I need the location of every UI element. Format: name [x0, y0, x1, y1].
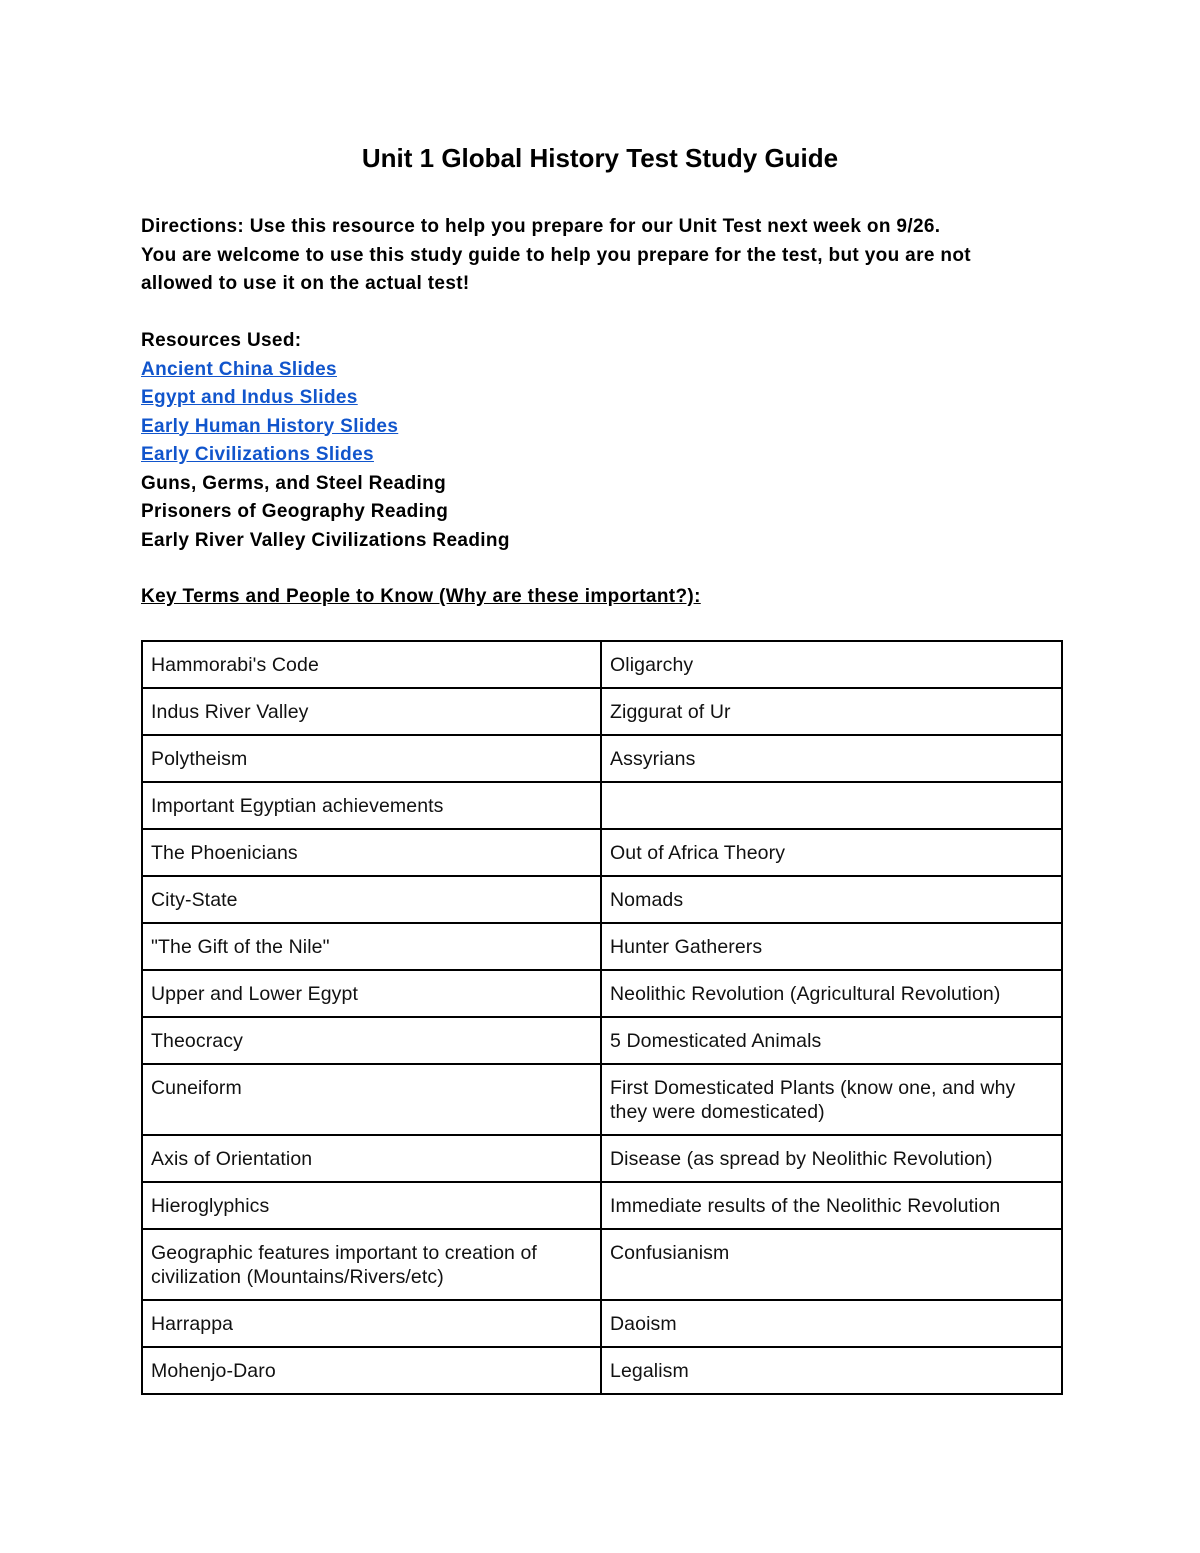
- table-cell: The Phoenicians: [142, 829, 601, 876]
- table-cell: Hammorabi's Code: [142, 641, 601, 688]
- table-cell: Daoism: [601, 1300, 1062, 1347]
- table-cell: Confusianism: [601, 1229, 1062, 1300]
- table-cell: 5 Domesticated Animals: [601, 1017, 1062, 1064]
- table-row: [142, 829, 1062, 876]
- table-cell: Geographic features important to creation of civilization (Mountains/Rivers/etc): [142, 1229, 601, 1300]
- link-early-civilizations-slides[interactable]: Early Civilizations Slides: [141, 444, 374, 465]
- table-row: [142, 735, 1062, 782]
- table-row: [142, 782, 1062, 829]
- document-title: Unit 1 Global History Test Study Guide: [361, 143, 839, 173]
- table-row: [142, 1064, 1062, 1135]
- table-cell: Important Egyptian achievements: [142, 782, 601, 829]
- directions-paragraph: [141, 213, 1071, 299]
- table-cell: First Domesticated Plants (know one, and why they were domesticated): [601, 1064, 1062, 1135]
- table-row: [142, 1347, 1062, 1394]
- table-row: [142, 1135, 1062, 1182]
- table-cell: Mohenjo-Daro: [142, 1347, 601, 1394]
- table-cell: Assyrians: [601, 735, 1062, 782]
- table-cell: Nomads: [601, 876, 1062, 923]
- table-row: [142, 1300, 1062, 1347]
- resources-heading: Resources Used:: [141, 330, 302, 351]
- table-cell: Disease (as spread by Neolithic Revolution): [601, 1135, 1062, 1182]
- table-row: [142, 1017, 1062, 1064]
- key-terms-table: [141, 640, 1063, 1395]
- table-row: [142, 876, 1062, 923]
- table-row: [142, 641, 1062, 688]
- table-cell: Neolithic Revolution (Agricultural Revolution): [601, 970, 1062, 1017]
- table-cell: Cuneiform: [142, 1064, 601, 1135]
- table-cell: Indus River Valley: [142, 688, 601, 735]
- table-row: [142, 923, 1062, 970]
- link-early-human-history-slides[interactable]: Early Human History Slides: [141, 415, 399, 437]
- table-cell: Oligarchy: [601, 641, 1062, 688]
- table-cell: Harrappa: [142, 1300, 601, 1347]
- key-terms-heading: Key Terms and People to Know (Why are these important?):: [141, 586, 701, 607]
- table-row: [142, 970, 1062, 1017]
- table-cell: Upper and Lower Egypt: [142, 970, 601, 1017]
- table-cell: Out of Africa Theory: [601, 829, 1062, 876]
- table-cell: "The Gift of the Nile": [142, 923, 601, 970]
- table-cell: [601, 782, 1062, 829]
- table-row: [142, 1182, 1062, 1229]
- reading-item: Guns, Germs, and Steel Reading: [141, 472, 447, 494]
- link-egypt-indus-slides[interactable]: Egypt and Indus Slides: [141, 387, 358, 408]
- reading-item: Early River Valley Civilizations Reading: [141, 529, 510, 551]
- directions-line: allowed to use it on the actual test!: [141, 273, 470, 294]
- directions-line: Directions: Use this resource to help you prepare for our Unit Test next week on 9/26.: [141, 216, 941, 237]
- table-cell: Hunter Gatherers: [601, 923, 1062, 970]
- table-cell: Hieroglyphics: [142, 1182, 601, 1229]
- table-cell: Axis of Orientation: [142, 1135, 601, 1182]
- directions-line: You are welcome to use this study guide to help you prepare for the test, but you are not: [141, 244, 971, 266]
- table-row: [142, 1229, 1062, 1300]
- table-cell: City-State: [142, 876, 601, 923]
- table-cell: Immediate results of the Neolithic Revolution: [601, 1182, 1062, 1229]
- resources-section: [141, 327, 1041, 555]
- table-row: [142, 688, 1062, 735]
- table-cell: Legalism: [601, 1347, 1062, 1394]
- table-cell: Polytheism: [142, 735, 601, 782]
- link-ancient-china-slides[interactable]: Ancient China Slides: [141, 358, 337, 380]
- table-cell: Theocracy: [142, 1017, 601, 1064]
- reading-item: Prisoners of Geography Reading: [141, 501, 449, 522]
- table-cell: Ziggurat of Ur: [601, 688, 1062, 735]
